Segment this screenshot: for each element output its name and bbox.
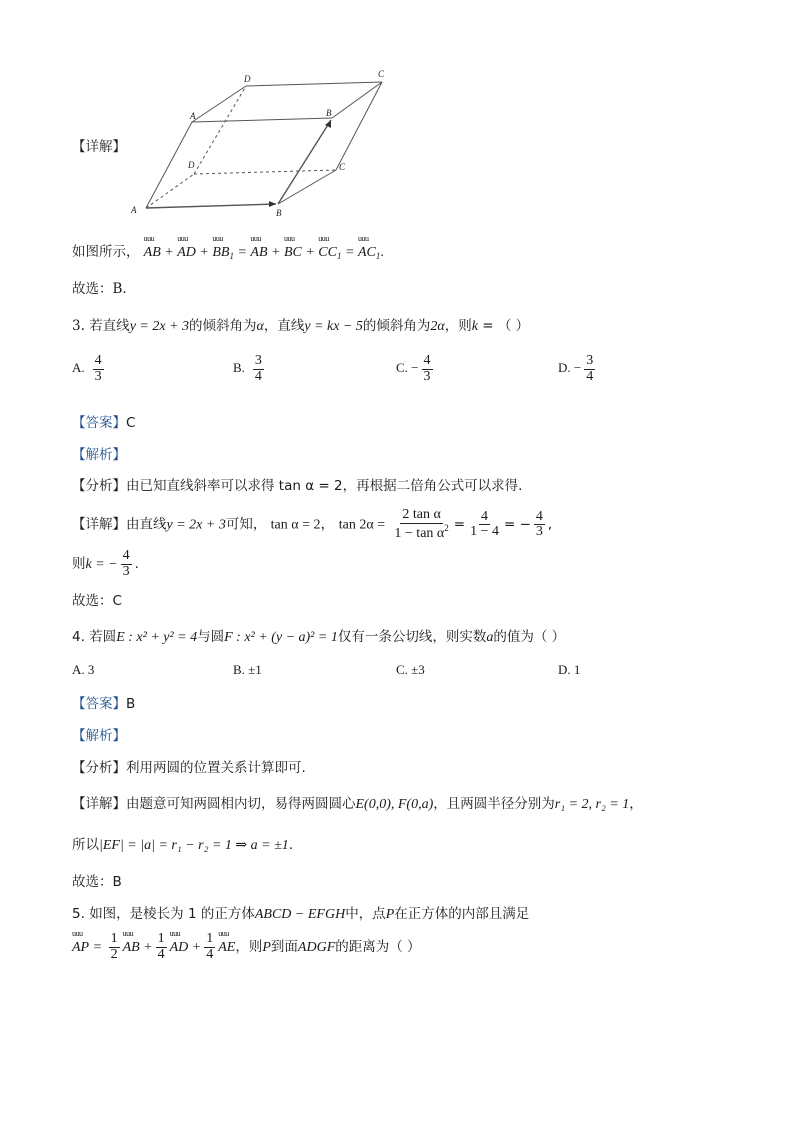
label-B1: B [326,108,332,118]
choose-b: 故选：B. [72,281,127,297]
q4-fenxi: 【分析】利用两圆的位置关系计算即可. [72,760,306,776]
label-C1: C [378,69,385,79]
q3-xiangjie: 【详解】由直线y = 2x + 3可知， tan α = 2， tan 2α = $\frac{\text{2 tan α}}{1 - \tan \alpha^2}$ = $\frac{4}{1 - 4}$ = − $\frac{4}{3}$ , [72,507,553,541]
q5-stem: 5. 如图，是棱长为 1 的正方体ABCD − EFGH中，点P在正方体的内部且满足 [72,906,530,922]
q4-option-d: D. 1 [558,662,581,677]
label-D: D [188,160,195,170]
q3-option-b: B. $\frac{3}{4}$ [233,353,262,384]
q3-choose: 故选：C [72,593,122,609]
label-D1: D [244,74,251,84]
q4-choose: 故选：B [72,874,122,890]
q4-answer: 【答案】B [72,696,136,712]
q4-stem: 4. 若圆E : x² + y² = 4与圆F : x² + (y − a)² = 1仅有一条公切线，则实数a的值为（ ） [72,629,566,645]
q4-option-a: A. 3 [72,662,95,677]
q4-analysis-tag: 【解析】 [72,728,126,744]
q3-stem: 3. 若直线y = 2x + 3的倾斜角为α，直线y = kx − 5的倾斜角为2α，则k = （ ） [72,318,530,334]
detail-tag: 【详解】 [72,139,126,155]
label-C: C [339,162,346,172]
parallelepiped-figure [128,66,398,222]
q3-option-a: A. $\frac{4}{3}$ [72,353,102,384]
q3-option-c: C. − $\frac{4}{3}$ [396,353,431,384]
q3-answer: 【答案】C [72,415,136,431]
q4-option-c: C. ±3 [396,662,425,677]
q3-fenxi: 【分析】由已知直线斜率可以求得 tan α = 2，再根据二倍角公式可以求得. [72,478,523,494]
label-B: B [276,208,282,218]
q3-then: 则k = − $\frac{4}{3}$ . [72,548,139,579]
vector-sum-line: 如图所示， uuu AB + uuu AD + uuu $BB_1$ = uuu AB + uuu BC + uuu $CC_1$ = uuu $AC_1$. [72,240,384,261]
q5-vector-condition: uuu AP = $\frac{1}{2}$ uuu AB + $\frac{1}{4}$ uuu AD + $\frac{1}{4}$ uuu AE，则P到面ADGF的距离为（ ） [72,932,421,962]
q3-option-d: D. − $\frac{3}{4}$ [558,353,594,384]
q4-so: 所以|EF| = |a| = r₁ − r₂ = 1 ⇒ a = ±1. [72,837,294,853]
label-A1: A [190,111,196,121]
q4-xiangjie: 【详解】由题意可知两圆相内切，易得两圆圆心E(0,0), F(0,a)，且两圆半径分别为r₁ = 2, r₂ = 1， [72,796,643,812]
q4-option-b: B. ±1 [233,662,262,677]
q3-analysis-tag: 【解析】 [72,447,126,463]
label-A: A [131,205,137,215]
